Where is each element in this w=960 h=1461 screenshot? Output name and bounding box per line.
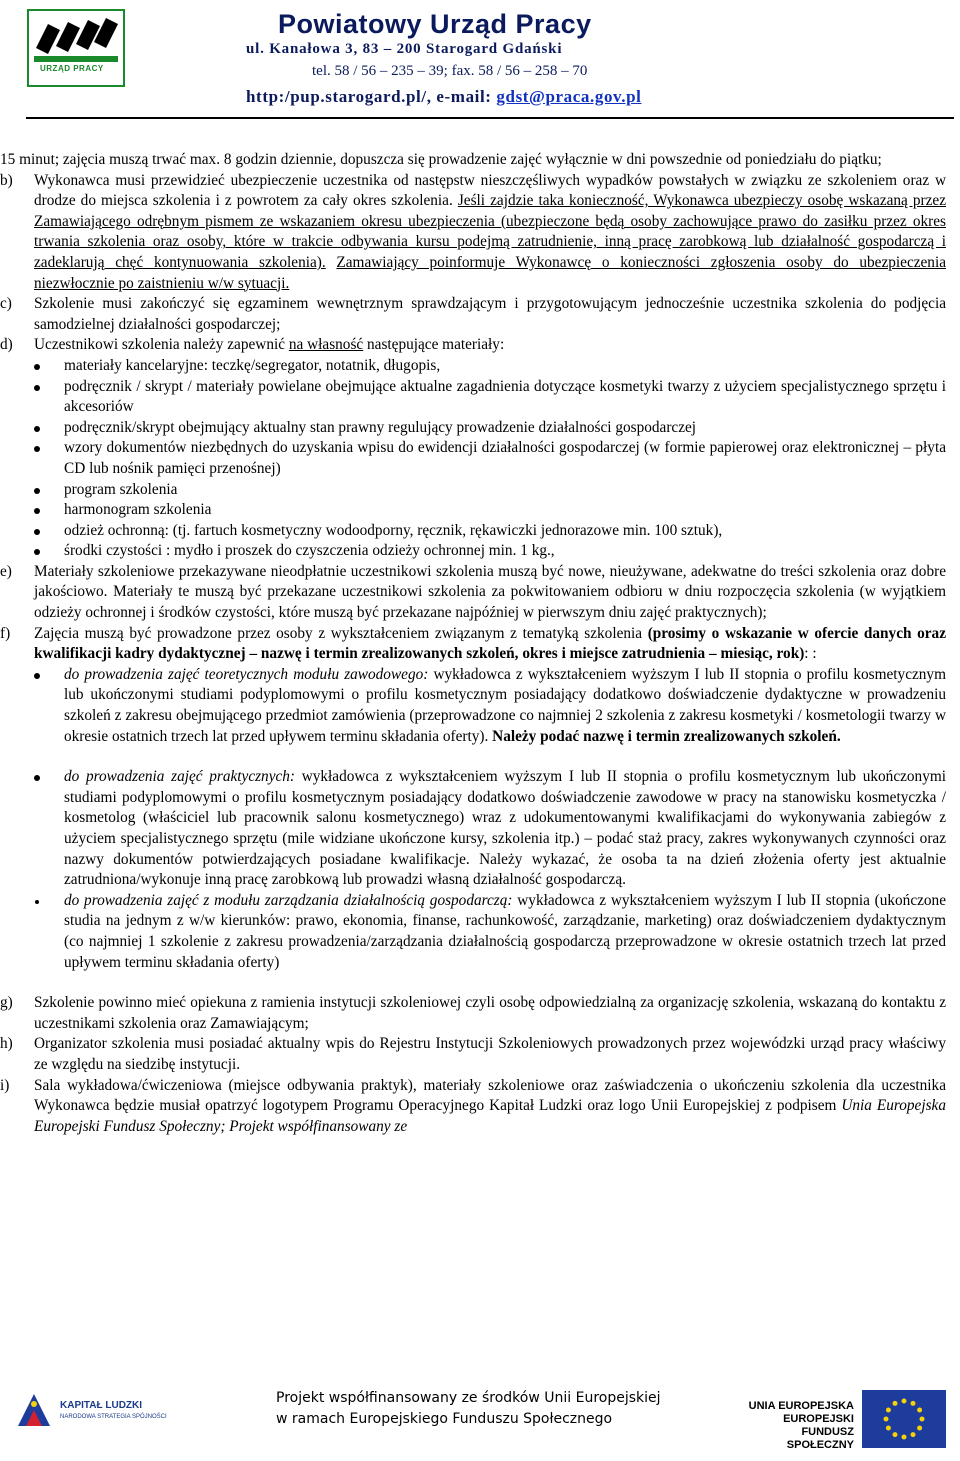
- bullet-icon: [34, 549, 40, 555]
- list-item: [34, 418, 946, 439]
- list-item-text: program szkolenia: [64, 480, 178, 498]
- section-d-text-b: następujące materiały:: [363, 336, 505, 354]
- kapital-ludzki-icon: [14, 1390, 54, 1430]
- eu-flag-icon: [862, 1390, 946, 1448]
- list-item: [34, 891, 946, 973]
- eu-stars-icon: [862, 1390, 946, 1448]
- list-item-text: podręcznik / skrypt / materiały powielane obejmujące aktualne zagadnienia dotyczące kosmetyki twarzy z użyciem specjalistycznego sprzętu i akcesoriów: [64, 377, 946, 416]
- section-b-text: [34, 171, 946, 295]
- section-b-label: b): [0, 171, 13, 189]
- bullet-icon: [34, 508, 40, 514]
- section-i-label: i): [0, 1076, 10, 1094]
- office-address: ul. Kanałowa 3, 83 – 200 Starogard Gdański: [246, 41, 563, 57]
- footer: [0, 1370, 960, 1461]
- section-b-text-1: Wykonawca musi przewidzieć ubezpieczenie uczestnika od następstw nieszczęśliwych wypadków powstałych w związku ze szkoleniem oraz w drodze do miejsca szkolenia i z powrotem za cały okres szkolenia.: [34, 171, 946, 210]
- list-item: [34, 500, 946, 521]
- list-item-text: podręcznik/skrypt obejmujący aktualny stan prawny regulujący prowadzenie działalności gospodarczej: [64, 418, 697, 436]
- cofinancing-note: [276, 1388, 661, 1430]
- list-item-text: wykładowca z wykształceniem wyższym I lub II stopnia o profilu kosmetycznym lub ukończonymi studiami podyplomowymi o profilu kosmetycznym posiadający dodatkowo doświadczenie dydaktyczne w prowadzeniu szkoleń z zakresu obejmującego przedmiot zamówienia (przeprowadzone co najmniej 2 szkolenia z zakresu kosmetyki / kosmetologii twarzy w okresie ostatnich trzech lat przed upływem terminu składania oferty).: [64, 665, 946, 745]
- eu-line-3: FUNDUSZ SPOŁECZNY: [786, 1426, 854, 1451]
- section-c-label: c): [0, 295, 12, 313]
- kapital-ludzki-title: KAPITAŁ LUDZKI: [60, 1400, 143, 1411]
- bullet-icon: [35, 900, 39, 904]
- section-g-label: g): [0, 994, 13, 1012]
- list-item: [34, 480, 946, 501]
- bullet-icon: [34, 775, 40, 781]
- bullet-icon: [34, 529, 40, 535]
- section-f-text-c: : :: [804, 645, 817, 663]
- bullet-icon: [34, 488, 40, 494]
- bullet-icon: [34, 673, 40, 679]
- section-i: [0, 1076, 946, 1138]
- kapital-ludzki-subtitle: NARODOWA STRATEGIA SPÓJNOŚCI: [60, 1414, 167, 1420]
- section-b-text-2: Jeśli zajdzie taka konieczność, Wykonawca ubezpieczy osobę wskazaną przez Zamawiającego odrębnym pismem ze wskazaniem okresu ubezpieczenia (ubezpieczone będą osoby zachowujące prawo do zasiłku przez okres trwania szkolenia oraz osoby, które w trakcie odbywania kursu podejmą zatrudnienie, inną pracę zarobkową lub działalność gospodarczą i zadeklarują chęć kontynuowania szkolenia).: [34, 192, 946, 271]
- list-item: [34, 541, 946, 562]
- header-rule: [26, 117, 954, 119]
- office-phone: tel. 58 / 56 – 235 – 39; fax. 58 / 56 – 258 – 70: [312, 63, 588, 79]
- spacer: [34, 747, 946, 767]
- bullet-icon: [34, 364, 40, 370]
- office-web: [246, 87, 641, 107]
- logo-graphic-icon: [26, 8, 126, 88]
- kapital-ludzki-logo: [14, 1390, 54, 1430]
- paragraph-intro: 15 minut; zajęcia muszą trwać max. 8 godzin dziennie, dopuszcza się prowadzenie zajęć wyłącznie w dni powszednie od poniedziału do piątku;: [0, 151, 882, 168]
- spacer: [34, 973, 946, 993]
- list-item-text: odzież ochronną: (tj. fartuch kosmetyczny wodoodporny, ręcznik, rękawiczki jednorazowe min. 100 sztuk),: [64, 521, 723, 539]
- section-h: [0, 1034, 946, 1075]
- section-f-text: [34, 624, 946, 665]
- bullet-icon: [34, 446, 40, 452]
- list-item-text: wykładowca z wykształceniem wyższym I lub II stopnia (ukończone studia na jednym z w/w kierunków: prawo, ekonomia, finanse, rachunkowość, zarządzanie, marketing) oraz doświadczeniem dydaktycznym (co najmniej 1 szkolenie z zakresu prowadzenia/zarządzania działalnością gospodarczą przeprowadzone w okresie ostatnich trzech lat przed upływem terminu składania oferty): [64, 891, 946, 971]
- section-d-label: d): [0, 336, 13, 354]
- section-f-text-bold: (prosimy o wskazanie w ofercie danych oraz kwalifikacji kadry dydaktycznej – nazwę i termin zrealizowanych szkoleń, okres i miejsce zatrudnienia – miesiąc, rok): [34, 624, 946, 663]
- logo-label: URZĄD PRACY: [40, 64, 104, 73]
- eu-fund-label: [742, 1400, 854, 1452]
- section-b: [0, 171, 947, 295]
- section-d-text-underlined: na własność: [288, 336, 364, 354]
- web-address: http:/pup.starogard.pl/, e-mail:: [246, 87, 497, 106]
- section-d-text-a: Uczestnikowi szkolenia należy zapewnić: [34, 336, 289, 354]
- section-h-label: h): [0, 1035, 13, 1053]
- letterhead: [0, 0, 960, 120]
- bullet-icon: [34, 426, 40, 432]
- section-c: [0, 294, 946, 335]
- list-item-text: wykładowca z wykształceniem wyższym I lub II stopnia o profilu kosmetycznym lub ukończonymi studiami podyplomowymi o profilu kosmetycznym posiadający dodatkowo doświadczenie zawodowe w pracy na stanowisku kosmetyczka / kosmetolog (właściciel lub pracownik salonu kosmetycznego) wraz z udokumentowanymi kwalifikacjami do wykonywania zabiegów z użyciem specjalistycznego sprzętu (mile widziane ukończone kursy, szkolenia itp.) – podać staż pracy, zakres wykonywanych czynności oraz nazwy dokumentów potwierdzających posiadane kwalifikacje. Należy wykazać, że osoba ta na dzień złożenia oferty jest aktualnie zatrudniona/wykonuje inną pracę zarobkową lub prowadzi własną działalność gospodarczą.: [64, 768, 946, 889]
- list-item-text: harmonogram szkolenia: [64, 501, 212, 519]
- office-title: Powiatowy Urząd Pracy: [278, 9, 592, 39]
- list-item-text: środki czystości : mydło i proszek do czyszczenia odzieży ochronnej min. 1 kg.,: [64, 542, 555, 560]
- list-item: [34, 377, 946, 418]
- list-item: [34, 767, 946, 891]
- document-body: [0, 150, 947, 1137]
- list-item-italic: do prowadzenia zajęć teoretycznych modułu zawodowego:: [64, 665, 429, 683]
- email-link[interactable]: gdst@praca.gov.pl: [496, 87, 642, 106]
- section-g: [0, 993, 946, 1034]
- section-c-text: Szkolenie musi zakończyć się egzaminem wewnętrznym sprawdzającym i przygotowującym jednocześnie uczestnika szkolenia do podjęcia samodzielnej działalności gospodarczej;: [34, 295, 946, 333]
- section-i-text: [34, 1076, 946, 1138]
- section-d-text: [34, 335, 946, 356]
- list-item-italic: do prowadzenia zajęć z modułu zarządzania działalnością gospodarczą:: [64, 891, 513, 909]
- section-b-text-3: Zamawiający poinformuje Wykonawcę o konieczności zgłoszenia osoby do ubezpieczenia niezwłocznie po zaistnieniu w/w sytuacji.: [34, 253, 947, 292]
- eu-line-2: EUROPEJSKI: [783, 1413, 854, 1425]
- section-e-text: Materiały szkoleniowe przekazywane nieodpłatnie uczestnikowi szkolenia muszą być nowe, nieużywane, adekwatne do treści szkolenia oraz dobre jakościowo. Materiały te muszą być przekazane uczestnikowi szkolenia za pokwitowaniem odbioru w dniu rozpoczęcia szkolenia (w wyjątkiem odzieży ochronnej i środków czystości, które muszą być przekazane najpóźniej w pierwszym dniu zajęć praktycznych);: [34, 562, 946, 622]
- eu-line-1: UNIA EUROPEJSKA: [748, 1400, 854, 1412]
- list-item: [34, 438, 946, 479]
- section-d: [0, 335, 946, 562]
- section-e: [0, 562, 946, 624]
- section-h-text: Organizator szkolenia musi posiadać aktualny wpis do Rejestru Instytucji Szkoleniowych prowadzonych przez wojewódzki urząd pracy właściwy ze względu na siedzibę instytucji.: [34, 1035, 946, 1073]
- section-e-label: e): [0, 562, 12, 580]
- section-i-text-italic: Unia Europejska Europejski Fundusz Społeczny; Projekt współfinansowany ze: [34, 1097, 946, 1135]
- bullet-icon: [34, 385, 40, 391]
- urzad-pracy-logo: [26, 8, 126, 88]
- list-item-italic: do prowadzenia zajęć praktycznych:: [64, 768, 296, 786]
- list-item: [34, 521, 946, 542]
- list-item-bold: Należy podać nazwę i termin zrealizowanych szkoleń.: [492, 727, 841, 745]
- list-item: [34, 356, 946, 377]
- list-item-text: materiały kancelaryjne: teczkę/segregator, notatnik, długopis,: [64, 356, 441, 374]
- section-f-text-a: Zajęcia muszą być prowadzone przez osoby z wykształceniem związanym z tematyką szkolenia: [34, 624, 648, 642]
- cofinancing-line-2: w ramach Europejskiego Funduszu Społecznego: [276, 1411, 613, 1427]
- list-item: [34, 665, 946, 747]
- section-g-text: Szkolenie powinno mieć opiekuna z ramienia instytucji szkoleniowej czyli osobę odpowiedzialną za organizację szkolenia, wskazaną do kontaktu z uczestnikami szkolenia oraz Zamawiającym;: [34, 994, 946, 1032]
- cofinancing-line-1: Projekt współfinansowany ze środków Unii Europejskiej: [276, 1390, 661, 1406]
- section-i-text-a: Sala wykładowa/ćwiczeniowa (miejsce odbywania praktyk), materiały szkoleniowe oraz zaświadczenia o ukończeniu szkolenia dla uczestnika Wykonawca będzie musiał opatrzyć logotypem Programu Operacyjnego Kapitał Ludzki oraz logo Unii Europejskiej z podpisem: [34, 1076, 946, 1115]
- list-item-text: wzory dokumentów niezbędnych do uzyskania wpisu do ewidencji działalności gospodarczej (w formie papierowej oraz elektronicznej – płyta CD lub nośnik pamięci przenośnej): [64, 439, 946, 477]
- section-f-label: f): [0, 624, 11, 642]
- section-f: [0, 624, 946, 974]
